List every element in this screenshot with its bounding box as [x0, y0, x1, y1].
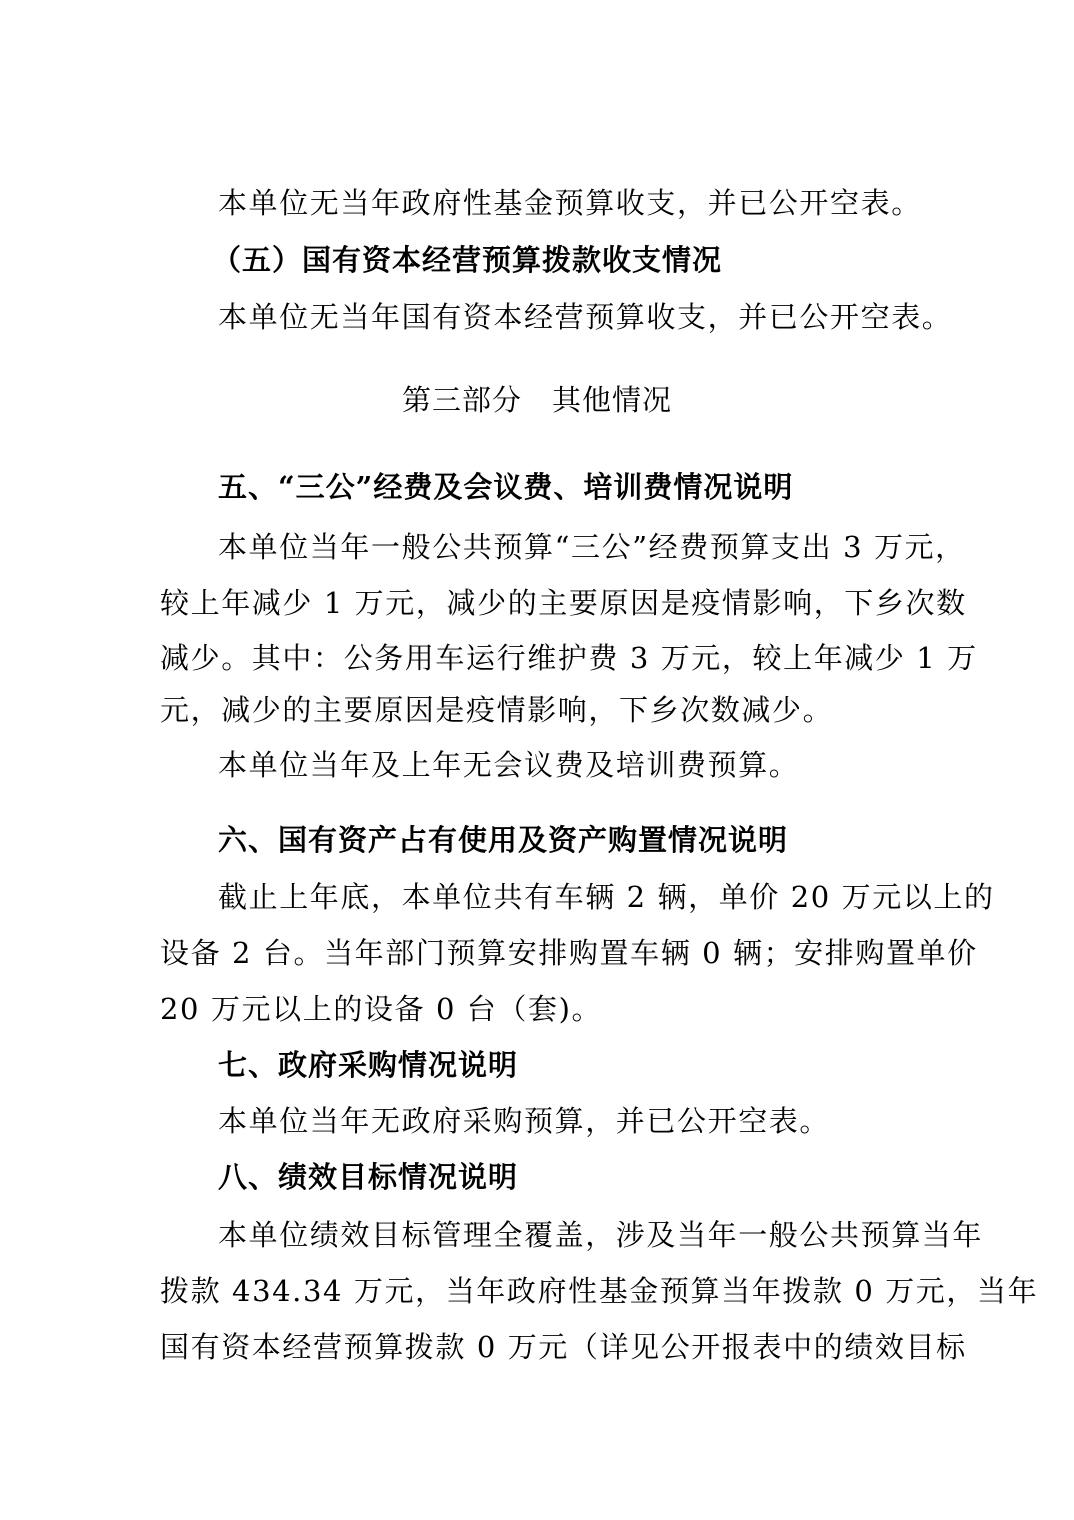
paragraph-line: 较上年减少 1 万元，减少的主要原因是疫情影响，下乡次数 — [160, 586, 967, 620]
paragraph-line: 本单位绩效目标管理全覆盖，涉及当年一般公共预算当年 — [218, 1218, 984, 1252]
paragraph-line: 拨款 434.34 万元，当年政府性基金预算当年拨款 0 万元，当年 — [160, 1274, 1039, 1308]
section-heading: 八、绩效目标情况说明 — [218, 1160, 519, 1194]
paragraph-line: 本单位当年及上年无会议费及培训费预算。 — [218, 748, 800, 782]
paragraph-line: 减少。其中：公务用车运行维护费 3 万元，较上年减少 1 万 — [160, 641, 978, 675]
paragraph-line: 国有资本经营预算拨款 0 万元（详见公开报表中的绩效目标 — [160, 1330, 967, 1364]
paragraph-line: 设备 2 台。当年部门预算安排购置车辆 0 辆；安排购置单价 — [160, 936, 978, 970]
subsection-heading: （五）国有资本经营预算拨款收支情况 — [212, 243, 723, 277]
paragraph-line: 截止上年底，本单位共有车辆 2 辆，单价 20 万元以上的 — [218, 880, 995, 914]
section-heading: 五、“三公”经费及会议费、培训费情况说明 — [218, 470, 794, 504]
paragraph-line: 本单位当年一般公共预算“三公”经费预算支出 3 万元， — [218, 530, 966, 564]
paragraph-line: 本单位无当年政府性基金预算收支，并已公开空表。 — [218, 186, 922, 220]
part-title: 第三部分 其他情况 — [401, 383, 672, 417]
paragraph-line: 20 万元以上的设备 0 台（套)。 — [160, 992, 603, 1026]
paragraph-line: 元，减少的主要原因是疫情影响，下乡次数减少。 — [160, 693, 834, 727]
paragraph-line: 本单位无当年国有资本经营预算收支，并已公开空表。 — [218, 300, 953, 334]
section-heading: 七、政府采购情况说明 — [218, 1048, 519, 1082]
paragraph-line: 本单位当年无政府采购预算，并已公开空表。 — [218, 1104, 831, 1138]
section-heading: 六、国有资产占有使用及资产购置情况说明 — [218, 823, 789, 857]
